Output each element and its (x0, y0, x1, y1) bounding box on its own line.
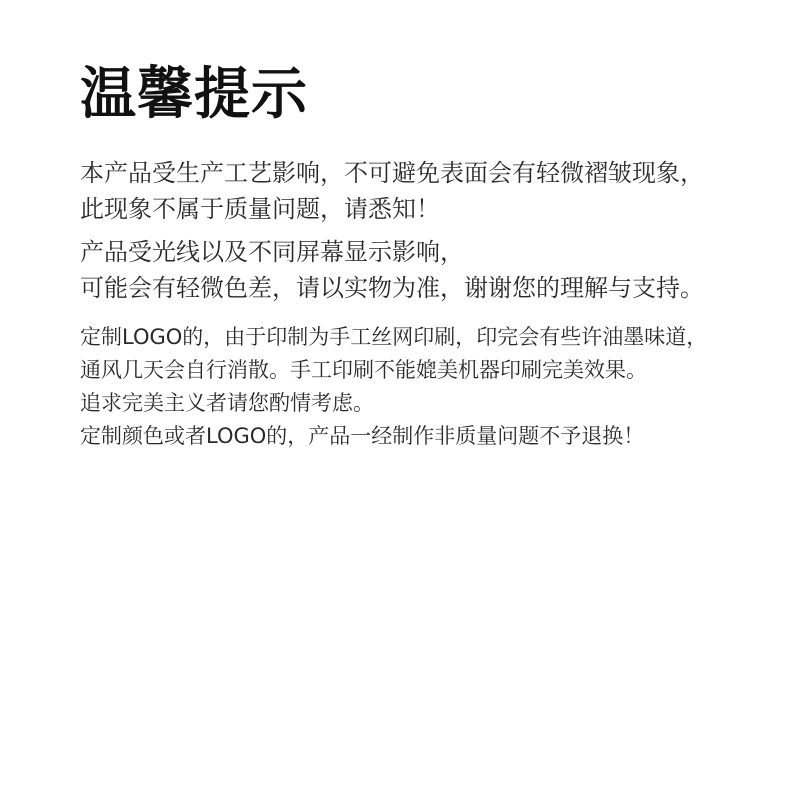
notice-title: 温馨提示 (80, 62, 308, 127)
paragraph-line: 此现象不属于质量问题，请悉知！ (80, 195, 440, 223)
paragraph-line: 通风几天会自行消散。手工印刷不能媲美机器印刷完美效果。 (80, 358, 647, 382)
paragraph-line: 定制LOGO的，由于印制为手工丝网印刷，印完会有些许油墨味道， (80, 325, 708, 349)
paragraph-line: 本产品受生产工艺影响，不可避免表面会有轻微褶皱现象， (80, 159, 704, 187)
paragraph-line: 产品受光线以及不同屏幕显示影响， (80, 238, 464, 266)
paragraph-line: 追求完美主义者请您酌情考虑。 (80, 391, 374, 415)
notice-paragraph-custom-logo (80, 321, 707, 453)
paragraph-line: 可能会有轻微色差，请以实物为准，谢谢您的理解与支持。 (80, 274, 704, 302)
notice-paragraph-color-difference (80, 234, 704, 306)
paragraph-line: 定制颜色或者LOGO的，产品一经制作非质量问题不予退换！ (80, 424, 645, 448)
notice-paragraph-wrinkles (80, 155, 704, 227)
